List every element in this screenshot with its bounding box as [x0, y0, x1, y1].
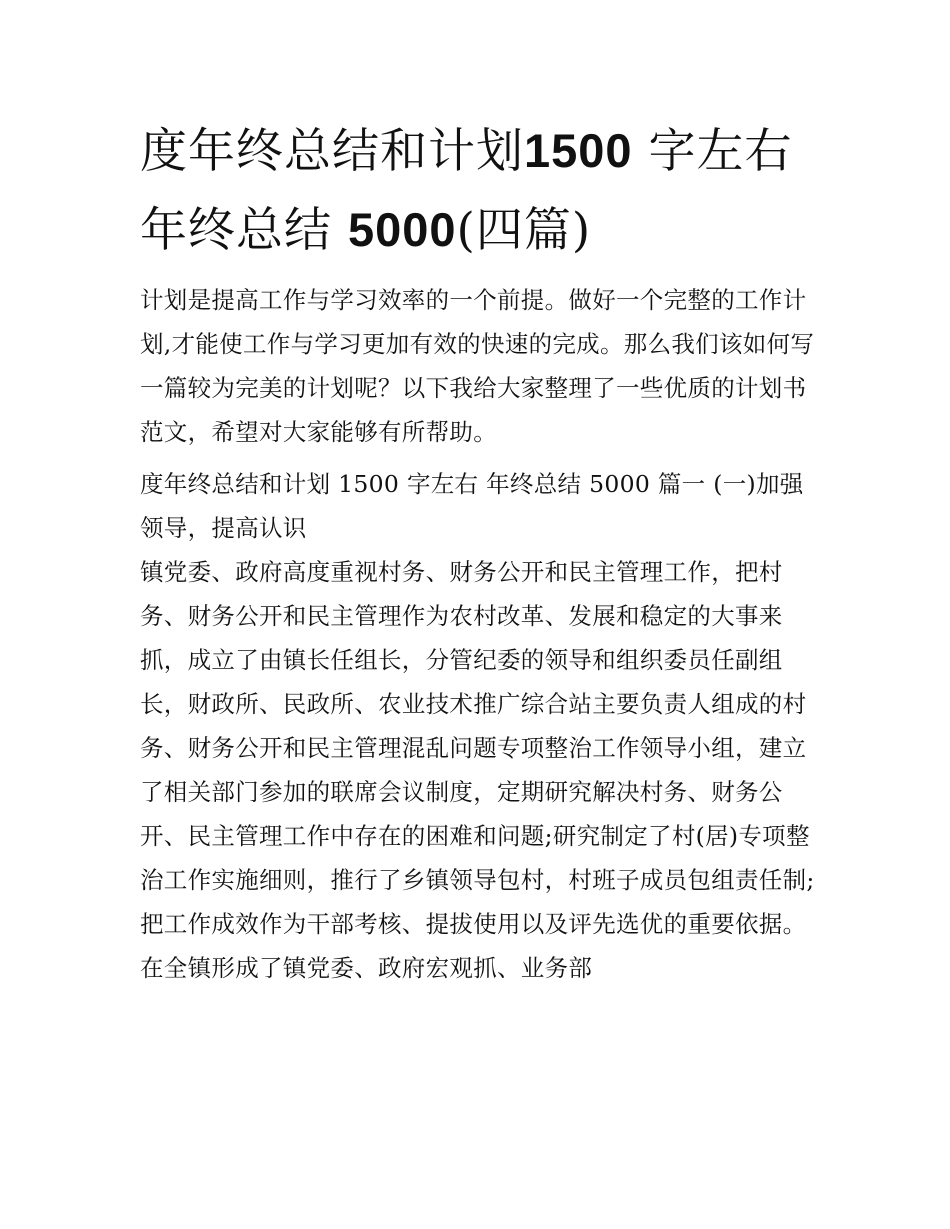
document-body [140, 278, 820, 990]
title-line-1 [140, 112, 820, 191]
title-line-2-text: 年终总结 [140, 203, 348, 258]
body-paragraph: 镇党委、政府高度重视村务、财务公开和民主管理工作，把村务、财务公开和民主管理作为农村改革、发展和稳定的大事来抓，成立了由镇长任组长，分管纪委的领导和组织委员任副组长，财政所、民政所、农业技术推广综合站主要负责人组成的村务、财务公开和民主管理混乱问题专项整治工作领导小组，建立了相关部门参加的联席会议制度，定期研究解决村务、财务公开、民主管理工作中存在的困难和问题;研究制定了村(居)专项整治工作实施细则，推行了乡镇领导包村，村班子成员包组责任制;把工作成效作为干部考核、提拔使用以及评先选优的重要依据。在全镇形成了镇党委、政府宏观抓、业务部 [140, 558, 815, 982]
title-line-1-number: 1500 [524, 124, 633, 177]
title-line-1-text: 度年终总结和计划 [140, 124, 524, 179]
title-line-1-suffix: 字左右 [632, 124, 793, 179]
document-title [140, 112, 820, 270]
intro-paragraph: 计划是提高工作与学习效率的一个前提。做好一个完整的工作计划,才能使工作与学习更加有效的快速的完成。那么我们该如何写一篇较为完美的计划呢？以下我给大家整理了一些优质的计划书范文，希望对大家能够有所帮助。 [140, 286, 815, 446]
title-line-2-number: 5000 [347, 203, 457, 256]
title-line-2 [140, 191, 820, 270]
title-line-2-suffix: (四篇) [456, 203, 592, 258]
section-heading: 度年终总结和计划 1500 字左右 年终总结 5000 篇一 (一)加强领导，提高认识 [140, 470, 804, 542]
